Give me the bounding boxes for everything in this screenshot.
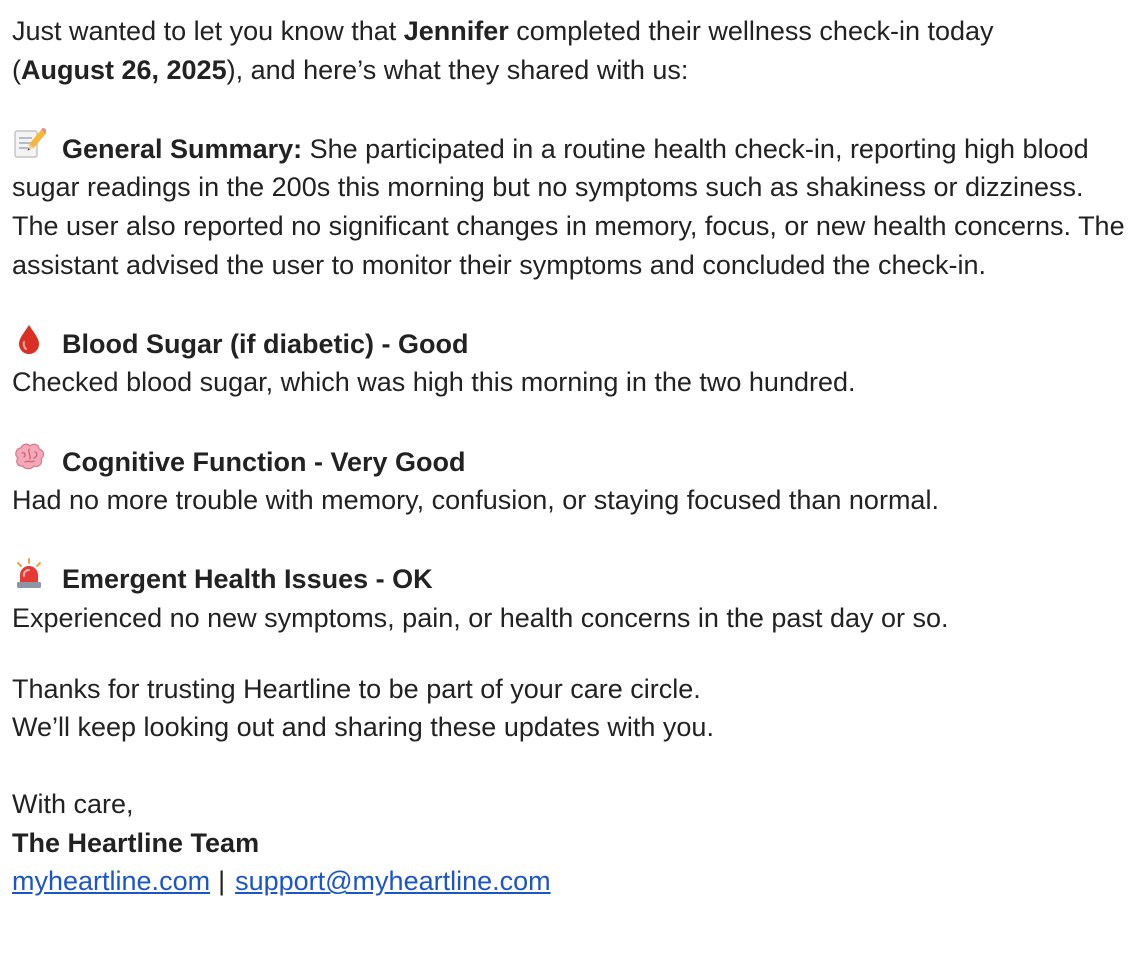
closing [12, 670, 1136, 747]
section-blood-sugar [12, 323, 1136, 402]
cognitive-function-title: Cognitive Function - Very Good [62, 446, 466, 477]
blood-sugar-title: Blood Sugar (if diabetic) - Good [62, 328, 469, 359]
section-emergent-health-issues [12, 558, 1136, 637]
closing-line-1: Thanks for trusting Heartline to be part of your care circle. [12, 673, 701, 704]
website-link[interactable]: myheartline.com [12, 866, 211, 897]
closing-line-2: We’ll keep looking out and sharing these updates with you. [12, 712, 714, 743]
section-cognitive-function [12, 441, 1136, 520]
general-summary-text: She participated in a routine health check-in, reporting high blood sugar readings in the 200s this morning but no symptoms such as shakiness or dizziness. The user also reported no significant changes in memory, focus, or new health concerns. The assistant advised the user to monitor their symptoms and concluded the check-in. [12, 133, 1125, 280]
intro-prefix: Just wanted to let you know that [12, 16, 404, 46]
signature [12, 785, 1136, 901]
blood-drop-icon [12, 323, 48, 355]
support-email-link[interactable]: support@myheartline.com [235, 866, 551, 897]
blood-sugar-text: Checked blood sugar, which was high this morning in the two hundred. [12, 367, 856, 398]
salutation: With care, [12, 789, 134, 820]
memo-icon [12, 128, 48, 160]
intro-paragraph [12, 12, 1136, 89]
cognitive-function-text: Had no more trouble with memory, confusion, or staying focused than normal. [12, 485, 939, 516]
general-summary-label: General Summary: [62, 133, 303, 164]
intro-middle: completed their wellness check-in today [508, 16, 994, 46]
team-name: The Heartline Team [12, 827, 260, 858]
siren-icon [12, 558, 48, 590]
check-in-date: August 26, 2025 [21, 54, 227, 85]
general-summary [12, 128, 1136, 284]
brain-icon [12, 441, 48, 473]
intro-suffix: ), and here’s what they shared with us: [226, 54, 689, 85]
emergent-health-issues-text: Experienced no new symptoms, pain, or health concerns in the past day or so. [12, 602, 949, 633]
emergent-health-issues-title: Emergent Health Issues - OK [62, 564, 433, 595]
contact-links [12, 862, 1136, 901]
link-separator: | [218, 866, 226, 897]
intro-open-paren: ( [12, 54, 21, 85]
recipient-name: Jennifer [403, 16, 509, 46]
